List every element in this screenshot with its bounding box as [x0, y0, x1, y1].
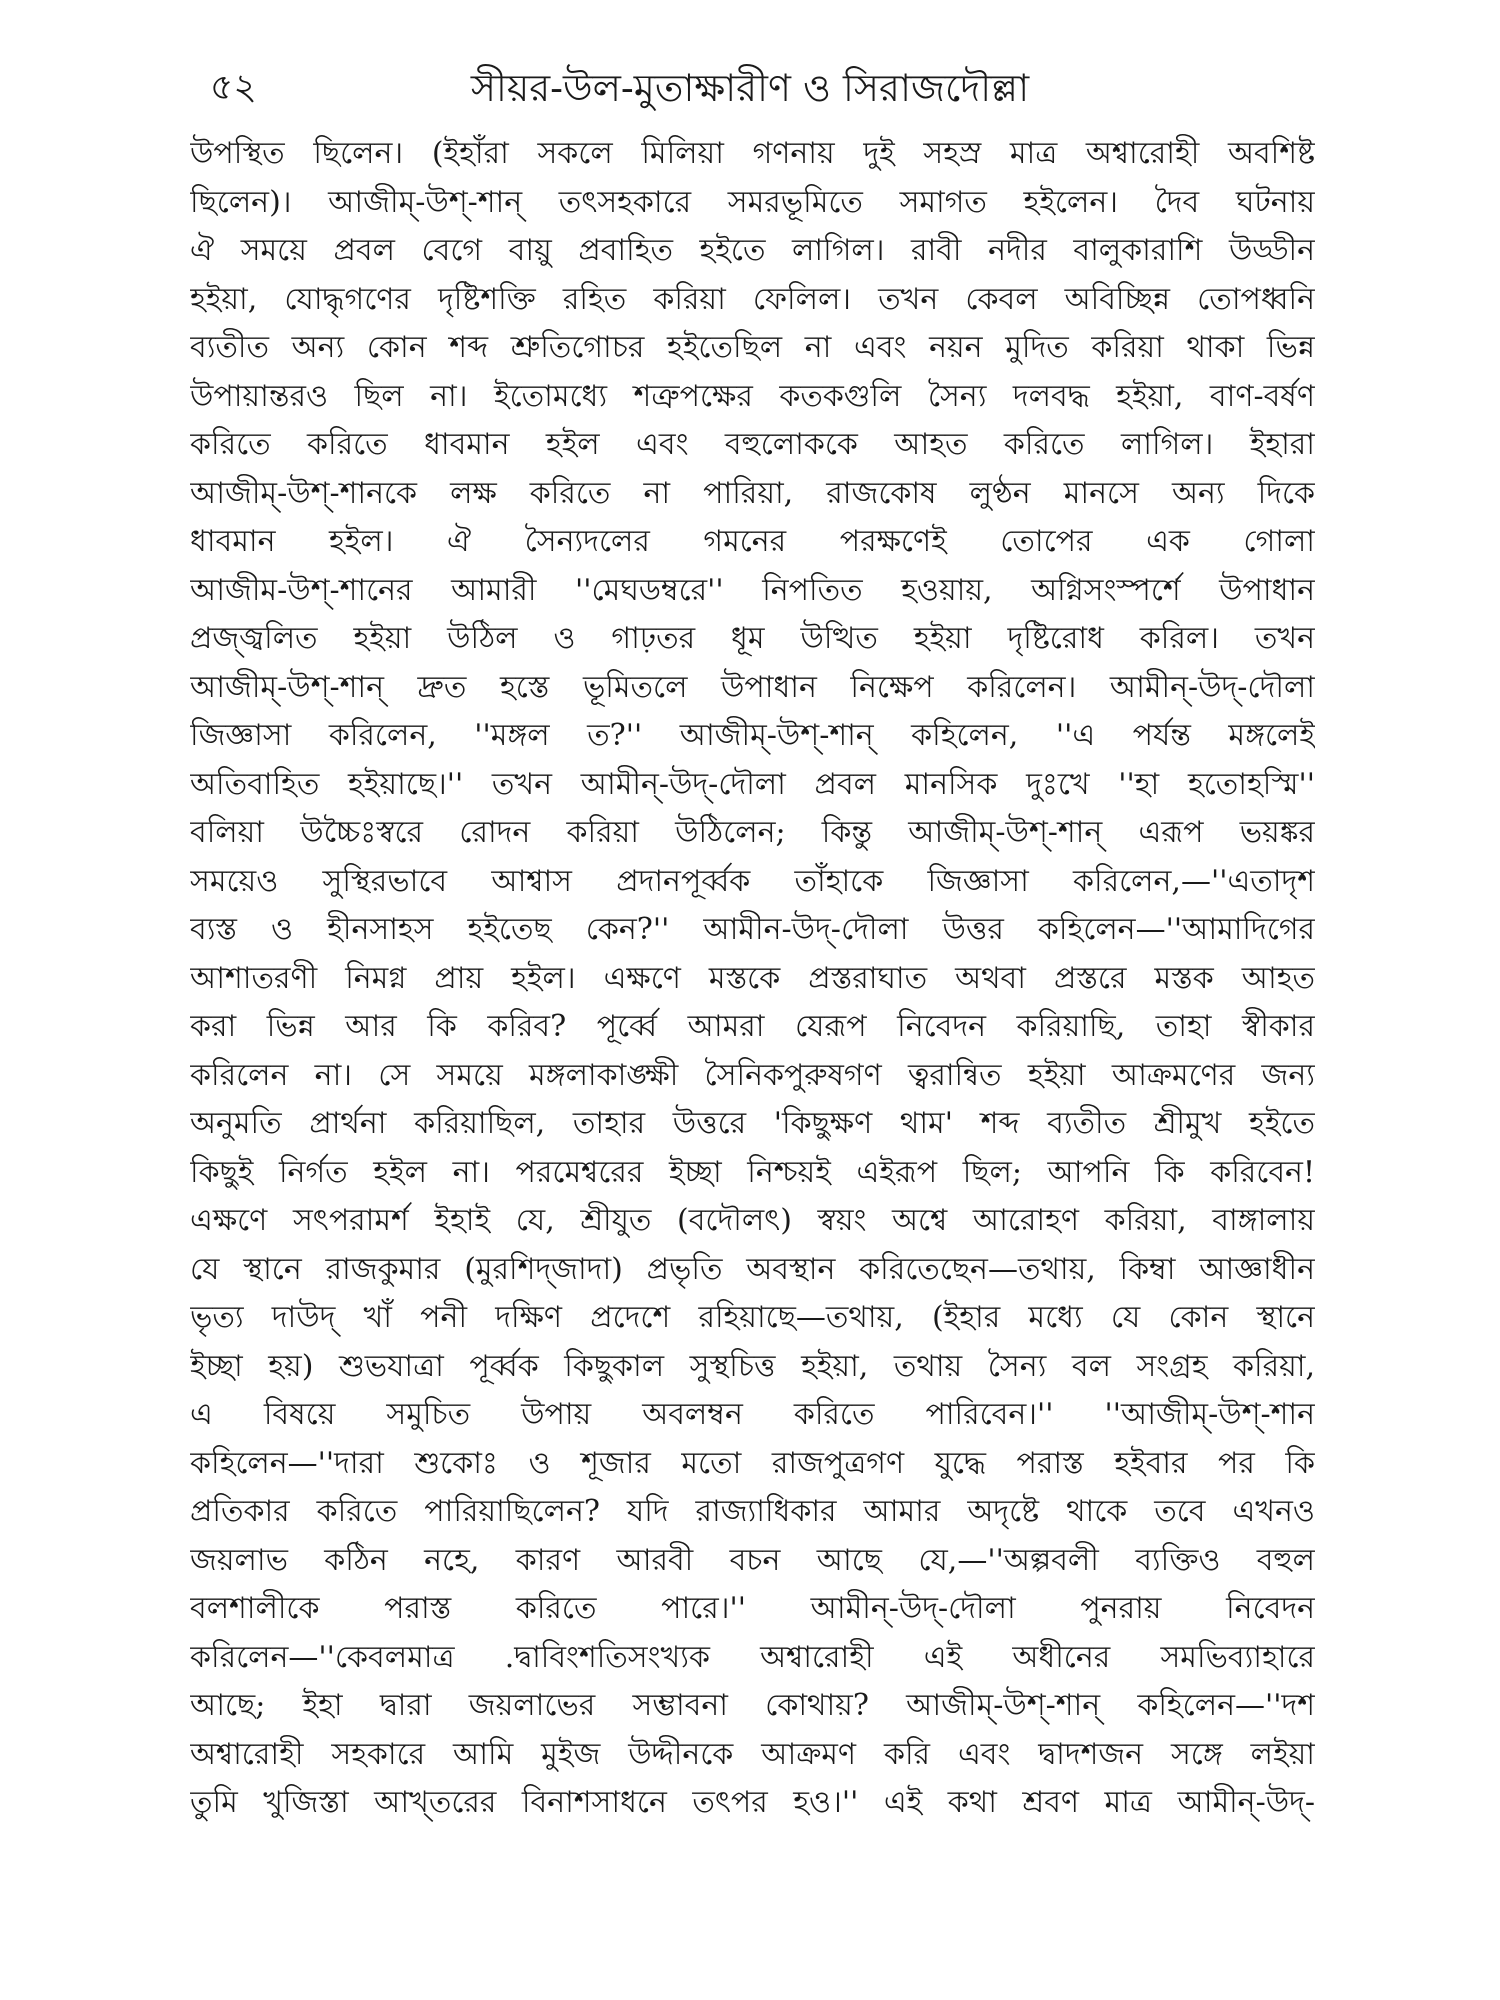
text-line: আজীম-উশ্-শানের আমারী ''মেঘডম্বরে'' নিপতিত হওয়ায়, অগ্নিসংস্পর্শে উপাধান	[190, 572, 1315, 608]
text-line: ভৃত্য দাউদ্ খাঁ পনী দক্ষিণ প্রদেশে রহিয়াছে—তথায়, (ইহার মধ্যে যে কোন স্থানে	[190, 1300, 1315, 1335]
text-line: এ বিষয়ে সমুচিত উপায় অবলম্বন করিতে পারিবেন।'' ''আজীম্-উশ্-শান	[190, 1397, 1315, 1432]
text-line: আজীম্-উশ্-শানকে লক্ষ করিতে না পারিয়া, রাজকোষ লুণ্ঠন মানসে অন্য দিকে	[190, 475, 1315, 511]
text-line: ধাবমান হইল। ঐ সৈন্যদলের গমনের পরক্ষণেই তোপের এক গোলা	[190, 524, 1315, 559]
text-line: করিলেন—''কেবলমাত্র .দ্বাবিংশতিসংখ্যক অশ্বারোহী এই অধীনের সমভিব্যাহারে	[190, 1639, 1315, 1675]
text-line: বলিয়া উচ্চৈঃস্বরে রোদন করিয়া উঠিলেন; কিন্তু আজীম্-উশ্-শান্ এরূপ ভয়ঙ্কর	[190, 815, 1315, 850]
text-line: অনুমতি প্রার্থনা করিয়াছিল, তাহার উত্তরে 'কিছুক্ষণ থাম' শব্দ ব্যতীত শ্রীমুখ হইতে	[190, 1106, 1315, 1141]
text-line: তুমি খুজিস্তা আখ্তরের বিনাশসাধনে তৎপর হও।'' এই কথা শ্রবণ মাত্র আমীন্-উদ্-	[190, 1785, 1315, 1820]
text-line: উপস্থিত ছিলেন। (ইহাঁরা সকলে মিলিয়া গণনায় দুই সহস্র মাত্র অশ্বারোহী অবশিষ্ট	[190, 136, 1315, 171]
text-line: উপায়ান্তরও ছিল না। ইতোমধ্যে শত্রুপক্ষের কতকগুলি সৈন্য দলবদ্ধ হইয়া, বাণ-বর্ষণ	[190, 378, 1315, 414]
text-line: অতিবাহিত হইয়াছে।'' তখন আমীন্-উদ্-দৌলা প্রবল মানসিক দুঃখে ''হা হতোহস্মি''	[190, 766, 1315, 802]
text-line: ব্যস্ত ও হীনসাহস হইতেছ কেন?'' আমীন-উদ্-দৌলা উত্তর কহিলেন—''আমাদিগের	[190, 912, 1315, 947]
text-line: প্রতিকার করিতে পারিয়াছিলেন? যদি রাজ্যাধিকার আমার অদৃষ্টে থাকে তবে এখনও	[190, 1494, 1315, 1529]
text-line: বলশালীকে পরাস্ত করিতে পারে।'' আমীন্-উদ্-দৌলা পুনরায় নিবেদন	[190, 1591, 1315, 1626]
text-line: প্রজ্জ্বলিত হইয়া উঠিল ও গাঢ়তর ধূম উত্থিত হইয়া দৃষ্টিরোধ করিল। তখন	[190, 621, 1315, 656]
text-line: ব্যতীত অন্য কোন শব্দ শ্রুতিগোচর হইতেছিল না এবং নয়ন মুদিত করিয়া থাকা ভিন্ন	[190, 330, 1315, 365]
text-line: করা ভিন্ন আর কি করিব? পূর্ব্বে আমরা যেরূপ নিবেদন করিয়াছি, তাহা স্বীকার	[190, 1009, 1315, 1044]
text-line: আশাতরণী নিমগ্ন প্রায় হইল। এক্ষণে মস্তকে প্রস্তরাঘাত অথবা প্রস্তরে মস্তক আহত	[190, 960, 1315, 996]
text-line: জিজ্ঞাসা করিলেন, ''মঙ্গল ত?'' আজীম্-উশ্-শান্ কহিলেন, ''এ পর্যন্ত মঙ্গলেই	[190, 718, 1315, 753]
body-text	[190, 130, 1315, 1828]
page-number: ৫২	[210, 67, 257, 108]
text-line: আছে; ইহা দ্বারা জয়লাভের সম্ভাবনা কোথায়? আজীম্-উশ্-শান্ কহিলেন—''দশ	[190, 1688, 1315, 1723]
text-line: করিলেন না। সে সময়ে মঙ্গলাকাঙ্ক্ষী সৈনিকপুরুষগণ ত্বরান্বিত হইয়া আক্রমণের জন্য	[190, 1057, 1315, 1093]
text-line: ইচ্ছা হয়) শুভযাত্রা পূর্ব্বক কিছুকাল সুস্থচিত্ত হইয়া, তথায় সৈন্য বল সংগ্রহ করিয়া,	[190, 1348, 1315, 1384]
text-line: হইয়া, যোদ্ধৃগণের দৃষ্টিশক্তি রহিত করিয়া ফেলিল। তখন কেবল অবিচ্ছিন্ন তোপধ্বনি	[190, 281, 1315, 317]
page-header	[150, 58, 1350, 118]
text-line: জয়লাভ কঠিন নহে, কারণ আরবী বচন আছে যে,—''অল্পবলী ব্যক্তিও বহুল	[190, 1542, 1315, 1578]
text-line: অশ্বারোহী সহকারে আমি মুইজ উদ্দীনকে আক্রমণ করি এবং দ্বাদশজন সঙ্গে লইয়া	[190, 1736, 1315, 1772]
text-line: করিতে করিতে ধাবমান হইল এবং বহুলোককে আহত করিতে লাগিল। ইহারা	[190, 427, 1315, 462]
text-line: ঐ সময়ে প্রবল বেগে বায়ু প্রবাহিত হইতে লাগিল। রাবী নদীর বালুকারাশি উড্ডীন	[190, 233, 1315, 268]
text-line: সময়েও সুস্থিরভাবে আশ্বাস প্রদানপূর্ব্বক তাঁহাকে জিজ্ঞাসা করিলেন,—''এতাদৃশ	[190, 863, 1315, 899]
text-line: যে স্থানে রাজকুমার (মুরশিদ্জাদা) প্রভৃতি অবস্থান করিতেছেন—তথায়, কিম্বা আজ্ঞাধীন	[190, 1251, 1315, 1287]
text-line: কহিলেন—''দারা শুকোঃ ও শূজার মতো রাজপুত্রগণ যুদ্ধে পরাস্ত হইবার পর কি	[190, 1445, 1315, 1481]
text-line: এক্ষণে সৎপরামর্শ ইহাই যে, শ্রীযুত (বদৌলৎ) স্বয়ং অশ্বে আরোহণ করিয়া, বাঙ্গালায়	[190, 1203, 1315, 1238]
text-line: ছিলেন)। আজীম্-উশ্-শান্ তৎসহকারে সমরভূমিতে সমাগত হইলেন। দৈব ঘটনায়	[190, 184, 1315, 220]
text-line: কিছুই নির্গত হইল না। পরমেশ্বরের ইচ্ছা নিশ্চয়ই এইরূপ ছিল; আপনি কি করিবেন!	[190, 1154, 1315, 1190]
running-title: সীয়র-উল-মুতাক্ষারীণ ও সিরাজদৌল্লা	[470, 66, 1030, 110]
text-line: আজীম্-উশ্-শান্ দ্রুত হস্তে ভূমিতলে উপাধান নিক্ষেপ করিলেন। আমীন্-উদ্-দৌলা	[190, 669, 1315, 705]
